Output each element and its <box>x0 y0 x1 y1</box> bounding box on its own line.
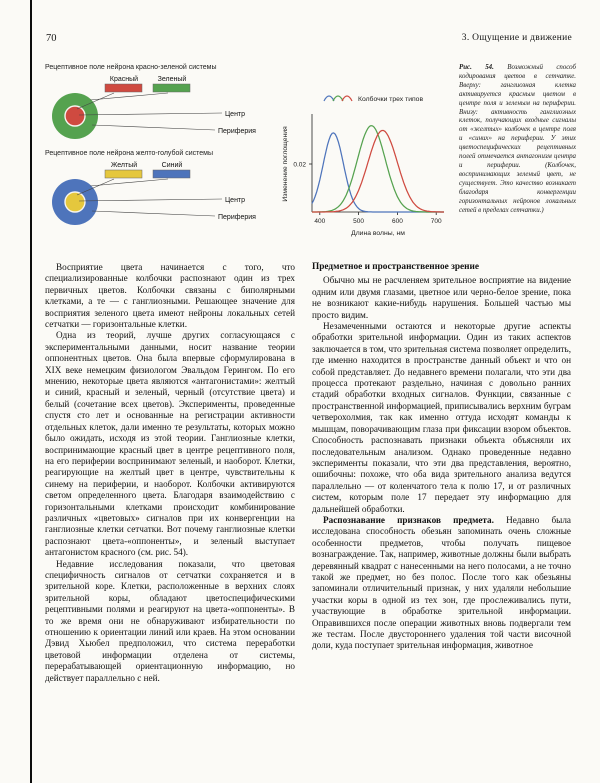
diagram-red-green <box>45 73 279 145</box>
paragraph: Недавние исследования показали, что цветовая специфичность сигналов от сетчатки сохраняется и в зрительной коре. Клетки, расположенные в верхних слоях зрительной коры, обладают цветоспецифическими рецептивными полями и реагируют на цвета-«оппоненты». В то же время они не обнаруживают избирательности по отношению к ориентации линий или краев. На этом основании Дэвид Хьюбел предположил, что система переработки цветовой информации отделена от системы, перерабатывающей ориентационную информацию, но действует параллельно с ней. <box>45 558 295 683</box>
page-number: 70 <box>46 33 57 44</box>
paragraph: Восприятие цвета начинается с того, что специализированные колбочки распознают один из трех первичных цветов. Колбочки связаны с биполярными клетками, а те — с ганглиозными. Решающее значение для восприятия зеленого цвета имеют нейроны локальных сетей сетчатки — горизонтальные клетки. <box>45 262 295 330</box>
body-text <box>45 262 571 778</box>
legend-curve-green <box>333 96 343 101</box>
right-column <box>312 262 571 778</box>
legend-curve-red <box>342 96 352 101</box>
run-in-text: Недавно была исследована способность обезьян запоминать очень сложные особенности предметов, чтобы получать пищевое вознаграждение. Так, например, животные должны были выбрать деревянный квадрат с нанесенными на него полосами, а не точно такой же предмет, но без полос. После того как обезьяны запоминали отличительный признак, у них удаляли небольшие участки коры в одной из тех зон, где прослеживались пути, участвующие в обработке зрительной информации. Оправившихся после операции животных вновь подвергали тем же тестам. После двустороннего удаления той части височной доли, куда поступает зрительная информация, животное <box>312 514 571 651</box>
figure-label: Рис. 54. <box>459 64 494 71</box>
figure-caption-text: Возможный способ кодирования цветов в сетчатке. Вверху: ганглиозная клетка активируется красным цветом в центре поля и зеленым на периферии. Внизу: активность ганглиозных клеток, получающих входные сигналы от «желтых» колбочек в центре поля и «синих» на периферии. У этих цветоспецифических рецептивных полей отмечается антагонизм центра и периферии. (Колбочек, воспринимающих зеленый цвет, не существует. Это качество возникает благодаря конвергенции горизонтальных нейронов локальных сетей в пределах сетчатки.) <box>459 64 576 214</box>
run-in-heading: Распознавание признаков предмета. <box>323 514 494 525</box>
absorption-curves <box>312 126 444 212</box>
leader-line <box>92 211 215 216</box>
swatch-red <box>105 84 142 92</box>
x-tick-label: 600 <box>391 218 403 225</box>
legend-label: Колбочки трех типов <box>358 96 424 103</box>
swatch-label-blue: Синий <box>161 162 183 169</box>
paragraph: Обычно мы не расчленяем зрительное восприятие на видение одним или двумя глазами, цветное или черно-белое зрение, пока не возникают какие-нибудь нарушения. Большей частью мы просто видим. <box>312 275 571 320</box>
x-tick-label: 400 <box>314 218 326 225</box>
periphery-label: Периферия <box>218 214 256 221</box>
paragraph: Незамеченными остаются и некоторые другие аспекты обработки зрительной информации. Один из таких аспектов заключается в том, что зрительная система позволяет определить, где именно находится в пространстве данный объект и что он собой представляет. До недавнего времени полагали, что эти два процесса протекают раздельно, начиная с довольно ранних стадий обработки входных сигналов. Функции, связанные с пространственной информацией, приписывались верхним буграм четверохолмия, так как именно оттуда исходят команды к мышцам, поворачивающим глаза при фиксации взором объектов. Способность распознавать признаки объекта объясняли их последовательным анализом. Однако проведенные недавно эксперименты показали, что эти два представления, вероятно, ошибочны: похоже, что оба вида зрительного анализа ведутся параллельно — от коленчатого тела к полю 17, и от различных систем, которым поле 17 передает эту информацию для дальнейшей обработки. <box>312 321 571 514</box>
periphery-label: Периферия <box>218 128 256 135</box>
cone-absorption-chart <box>276 80 458 252</box>
absorption-curve <box>312 131 444 213</box>
swatch-label-yellow: Желтый <box>110 162 138 169</box>
absorption-curve <box>312 126 444 212</box>
left-margin-rule <box>30 0 32 783</box>
figure-54-caption <box>459 64 576 215</box>
diagram-yellow-blue-title: Рецептивное поле нейрона желто-голубой системы <box>45 150 214 157</box>
figure-54-diagrams <box>45 64 279 231</box>
swatch-blue <box>153 170 190 178</box>
swatch-green <box>153 84 190 92</box>
legend-curve-blue <box>324 96 334 101</box>
center-disc <box>65 192 85 212</box>
left-column <box>45 262 295 778</box>
y-axis-label: Изменение поглощения <box>282 126 289 202</box>
diagram-yellow-blue <box>45 159 279 231</box>
leader-line <box>79 199 222 201</box>
leader-line <box>90 179 168 186</box>
leader-line <box>92 125 215 130</box>
x-tick-label: 500 <box>353 218 365 225</box>
x-tick-label: 700 <box>430 218 442 225</box>
leader-line <box>79 113 222 115</box>
paragraph: Одна из теорий, лучше других согласующаяся с экспериментальными данными, носит название теории оппонентных цветов. Она была впервые сформулирована в XIX веке немецким физиологом Эвальдом Герингом. По его мнению, некоторые цвета являются «антагонистами»: желтый и синий, красный и зеленый, черный (отсутствие цвета) и белый (сочетание всех цветов). Эксперименты, проведенные спустя сто лет и основанные на регистрации активности отдельных клеток, дали именно те результаты, которых можно было ожидать, исходя из этой теории. Ганглиозные клетки, воспринимающие красный цвет в центре рецептивного поля, на его периферии воспринимают зеленый, и наоборот. Клетки, реагирующие на желтый цвет в центре, чувствительны к синему на периферии, и наоборот. Колбочки активируются светом определенного цвета. Благодаря взаимодействию с горизонтальными клетками происходит комбинирование различных «цветовых» сигналов при их конвергенции на ганглиозные клетки сетчатки. Вот почему ганглиозные клетки распознают цвета-«оппоненты», и зеленый выступает антагонистом красного (см. рис. 54). <box>45 330 295 558</box>
center-disc <box>65 106 85 126</box>
swatch-label-red: Красный <box>109 76 139 83</box>
center-label: Центр <box>225 111 246 118</box>
chart-legend <box>324 95 423 103</box>
running-head: 3. Ощущение и движение <box>461 33 572 43</box>
swatch-yellow <box>105 170 142 178</box>
absorption-curve <box>312 133 444 212</box>
diagram-red-green-title: Рецептивное поле нейрона красно-зеленой системы <box>45 64 217 71</box>
swatch-label-green: Зеленый <box>157 76 187 83</box>
paragraph-run-in <box>312 515 571 652</box>
x-axis-label: Длина волны, нм <box>351 230 405 237</box>
y-tick-label: 0.02 <box>293 161 306 169</box>
leader-line <box>90 93 168 100</box>
center-label: Центр <box>225 197 246 204</box>
section-heading: Предметное и пространственное зрение <box>312 262 479 272</box>
